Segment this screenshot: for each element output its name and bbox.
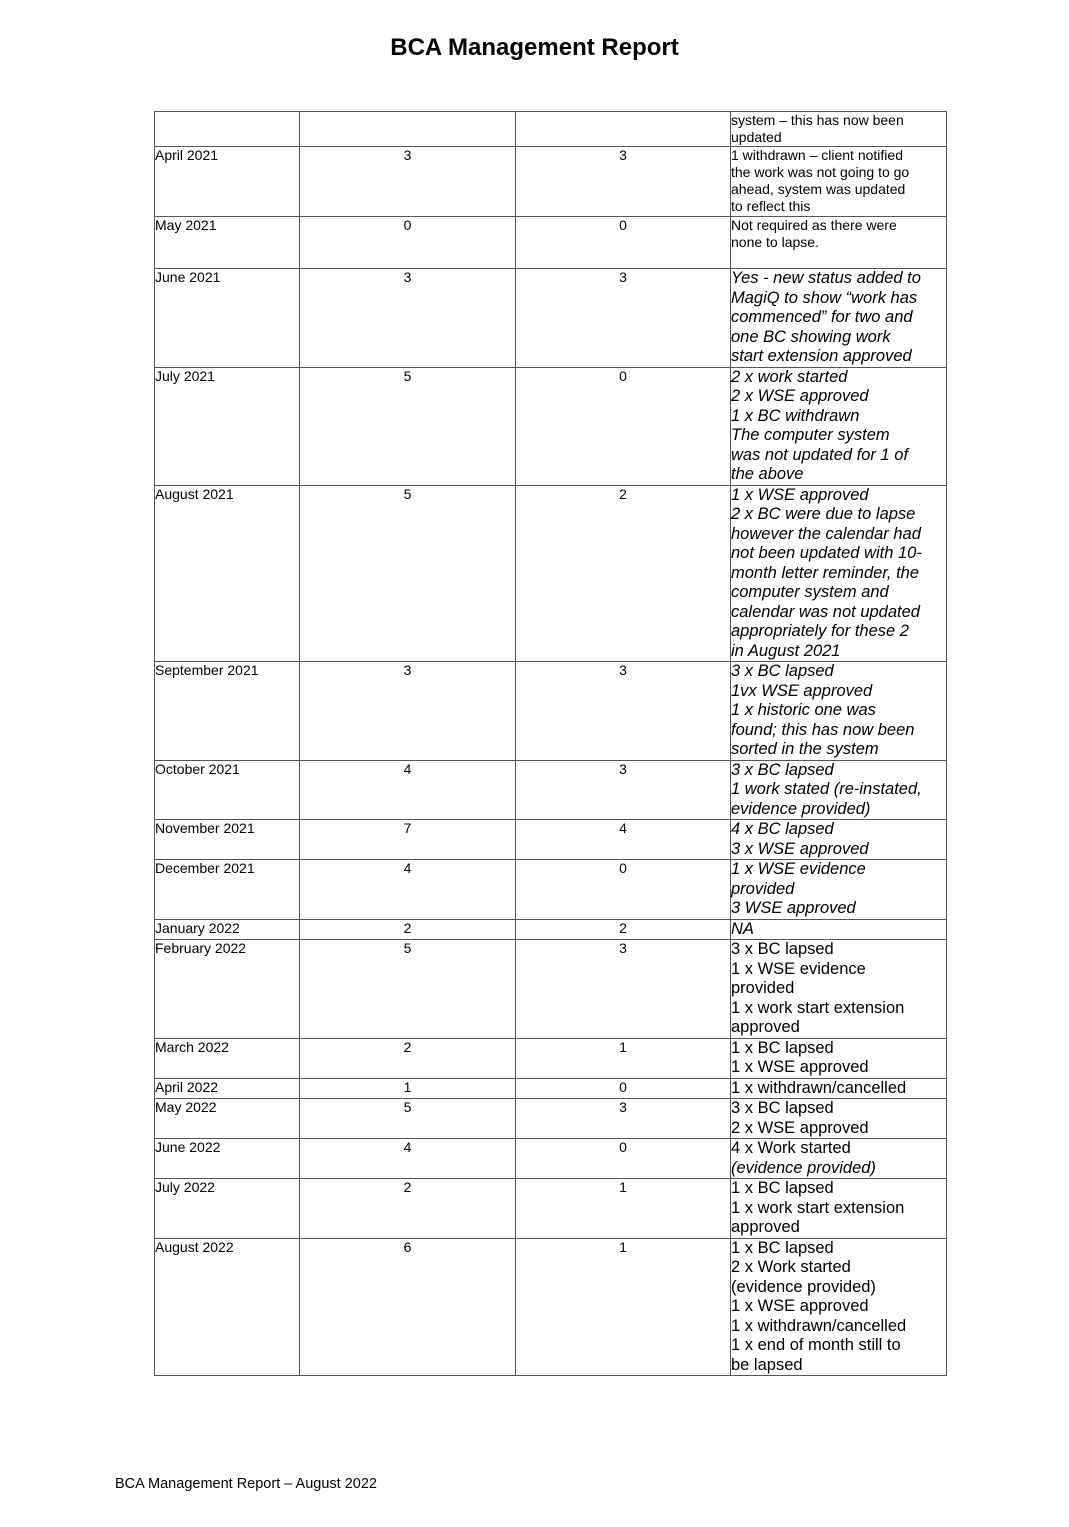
month-cell: June 2021	[155, 269, 300, 368]
notes-line: 1 withdrawn – client notified	[731, 147, 903, 163]
count-cell: 0	[300, 217, 516, 269]
notes-cell	[731, 269, 947, 368]
month-cell: February 2022	[155, 940, 300, 1039]
notes-cell	[731, 1238, 947, 1376]
notes-cell	[731, 760, 947, 820]
notes-line: 1 x WSE approved	[731, 1058, 869, 1076]
count-cell: 3	[516, 269, 731, 368]
count-cell: 4	[300, 1139, 516, 1179]
table-row	[155, 1238, 947, 1376]
notes-line: approved	[731, 1018, 800, 1036]
notes-line: month letter reminder, the	[731, 563, 920, 582]
notes-line: commenced” for two and	[731, 308, 913, 326]
report-table-body	[155, 112, 947, 1376]
notes-line: 3 x BC lapsed	[731, 662, 834, 680]
table-row	[155, 1179, 947, 1239]
notes-line: The computer system	[731, 426, 890, 444]
month-cell: May 2021	[155, 217, 300, 269]
table-row	[155, 269, 947, 368]
count-cell: 0	[516, 217, 731, 269]
month-cell: May 2022	[155, 1099, 300, 1139]
notes-line: start extension approved	[731, 347, 912, 365]
notes-line: none to lapse.	[731, 234, 819, 250]
notes-line: Not required as there were	[731, 217, 897, 233]
count-cell: 4	[516, 820, 731, 860]
count-cell: 3	[300, 147, 516, 217]
notes-line: 2 x WSE approved	[731, 1118, 869, 1137]
table-row	[155, 940, 947, 1039]
count-cell: 0	[516, 367, 731, 485]
notes-line: 1 x work start extension	[731, 1198, 905, 1217]
count-cell: 7	[300, 820, 516, 860]
notes-line: 2 x work started	[731, 367, 848, 386]
notes-line: was not updated for 1 of	[731, 445, 909, 464]
count-cell: 1	[516, 1238, 731, 1376]
notes-cell	[731, 217, 947, 269]
notes-cell	[731, 940, 947, 1039]
notes-cell	[731, 919, 947, 940]
notes-line: ahead, system was updated	[731, 181, 906, 197]
notes-line: provided	[731, 979, 795, 997]
notes-line: (evidence provided)	[731, 1277, 876, 1296]
table-row	[155, 820, 947, 860]
count-cell: 2	[516, 919, 731, 940]
notes-line: 2 x BC were due to lapse	[731, 505, 916, 523]
notes-line: appropriately for these 2	[731, 622, 909, 640]
count-cell: 3	[300, 662, 516, 761]
notes-line: 3 x BC lapsed	[731, 760, 834, 779]
notes-line: 3 WSE approved	[731, 899, 856, 917]
notes-line: calendar was not updated	[731, 602, 920, 621]
table-row	[155, 662, 947, 761]
count-cell: 2	[300, 1179, 516, 1239]
notes-cell	[731, 1139, 947, 1179]
count-cell: 5	[300, 485, 516, 662]
notes-line: found; this has now been	[731, 720, 915, 739]
table-row	[155, 217, 947, 269]
notes-line: in August 2021	[731, 641, 841, 660]
count-cell: 3	[300, 269, 516, 368]
month-cell: April 2022	[155, 1078, 300, 1099]
month-cell: July 2021	[155, 367, 300, 485]
notes-line: system – this has now been	[731, 112, 904, 128]
notes-line: to reflect this	[731, 198, 811, 214]
month-cell: July 2022	[155, 1179, 300, 1239]
table-row	[155, 760, 947, 820]
table-row	[155, 1139, 947, 1179]
count-cell: 5	[300, 367, 516, 485]
notes-cell	[731, 147, 947, 217]
month-cell: June 2022	[155, 1139, 300, 1179]
notes-line: sorted in the system	[731, 740, 879, 758]
count-cell: 0	[516, 860, 731, 920]
count-cell: 3	[516, 940, 731, 1039]
notes-line: 1 x BC lapsed	[731, 1038, 834, 1057]
table-row	[155, 1078, 947, 1099]
count-cell: 5	[300, 940, 516, 1039]
notes-line: 2 x Work started	[731, 1258, 851, 1276]
notes-line: 1 x withdrawn/cancelled	[731, 1078, 907, 1097]
count-cell: 4	[300, 760, 516, 820]
notes-cell	[731, 1099, 947, 1139]
notes-cell	[731, 820, 947, 860]
page-title: BCA Management Report	[390, 34, 679, 61]
notes-line: 1 x BC lapsed	[731, 1238, 834, 1257]
count-cell: 2	[300, 919, 516, 940]
notes-line: 1 work stated (re-instated,	[731, 780, 922, 798]
month-cell: March 2022	[155, 1038, 300, 1078]
notes-line: 1 x BC withdrawn	[731, 406, 860, 425]
notes-line: 4 x Work started	[731, 1139, 851, 1157]
notes-line: one BC showing work	[731, 327, 891, 346]
notes-line: Yes - new status added to	[731, 269, 921, 287]
notes-line: 4 x BC lapsed	[731, 820, 834, 838]
notes-cell	[731, 1078, 947, 1099]
table-row	[155, 147, 947, 217]
notes-line: 1 x WSE approved	[731, 485, 869, 504]
notes-line: updated	[731, 129, 782, 145]
notes-cell	[731, 1179, 947, 1239]
notes-cell	[731, 1038, 947, 1078]
notes-line: 1 x BC lapsed	[731, 1179, 834, 1197]
month-cell: December 2021	[155, 860, 300, 920]
month-cell: April 2021	[155, 147, 300, 217]
count-cell: 2	[516, 485, 731, 662]
month-cell	[155, 112, 300, 147]
count-cell	[300, 112, 516, 147]
notes-line: 1 x work start extension	[731, 998, 905, 1017]
notes-line: 3 x BC lapsed	[731, 1099, 834, 1117]
notes-line: evidence provided)	[731, 799, 871, 818]
notes-line: however the calendar had	[731, 524, 921, 543]
notes-cell	[731, 367, 947, 485]
count-cell: 3	[516, 1099, 731, 1139]
table-row	[155, 1099, 947, 1139]
count-cell: 0	[516, 1139, 731, 1179]
count-cell	[516, 112, 731, 147]
notes-line: be lapsed	[731, 1355, 803, 1374]
count-cell: 3	[516, 147, 731, 217]
month-cell: August 2022	[155, 1238, 300, 1376]
notes-cell	[731, 112, 947, 147]
table-row	[155, 367, 947, 485]
month-cell: October 2021	[155, 760, 300, 820]
notes-line: provided	[731, 879, 795, 898]
count-cell: 1	[516, 1038, 731, 1078]
count-cell: 1	[300, 1078, 516, 1099]
notes-line: 3 x BC lapsed	[731, 940, 834, 958]
notes-line: 3 x WSE approved	[731, 839, 869, 858]
count-cell: 1	[516, 1179, 731, 1239]
count-cell: 2	[300, 1038, 516, 1078]
notes-line: NA	[731, 919, 754, 938]
count-cell: 6	[300, 1238, 516, 1376]
month-cell: November 2021	[155, 820, 300, 860]
count-cell: 3	[516, 662, 731, 761]
table-row	[155, 919, 947, 940]
notes-line: 1 x end of month still to	[731, 1336, 901, 1354]
month-cell: September 2021	[155, 662, 300, 761]
notes-line: (evidence provided)	[731, 1158, 876, 1177]
notes-line: the work was not going to go	[731, 164, 910, 180]
month-cell: January 2022	[155, 919, 300, 940]
notes-cell	[731, 662, 947, 761]
notes-cell	[731, 485, 947, 662]
table-row	[155, 1038, 947, 1078]
count-cell: 3	[516, 760, 731, 820]
notes-line: 1 x WSE evidence	[731, 860, 866, 878]
notes-cell	[731, 860, 947, 920]
notes-line: not been updated with 10-	[731, 544, 922, 562]
notes-line: MagiQ to show “work has	[731, 288, 918, 307]
notes-line: 1 x historic one was	[731, 701, 876, 719]
notes-line: 1 x WSE approved	[731, 1297, 869, 1315]
table-row	[155, 485, 947, 662]
notes-line: 2 x WSE approved	[731, 387, 869, 405]
notes-line: approved	[731, 1218, 800, 1236]
page-footer: BCA Management Report – August 2022	[115, 1476, 377, 1492]
notes-line: 1 x withdrawn/cancelled	[731, 1316, 907, 1335]
report-table	[154, 111, 947, 1376]
table-row	[155, 860, 947, 920]
count-cell: 4	[300, 860, 516, 920]
notes-line: 1 x WSE evidence	[731, 959, 866, 978]
month-cell: August 2021	[155, 485, 300, 662]
count-cell: 0	[516, 1078, 731, 1099]
count-cell: 5	[300, 1099, 516, 1139]
notes-line: 1vx WSE approved	[731, 681, 873, 700]
table-row	[155, 112, 947, 147]
notes-line: the above	[731, 465, 804, 483]
notes-line: computer system and	[731, 583, 889, 601]
